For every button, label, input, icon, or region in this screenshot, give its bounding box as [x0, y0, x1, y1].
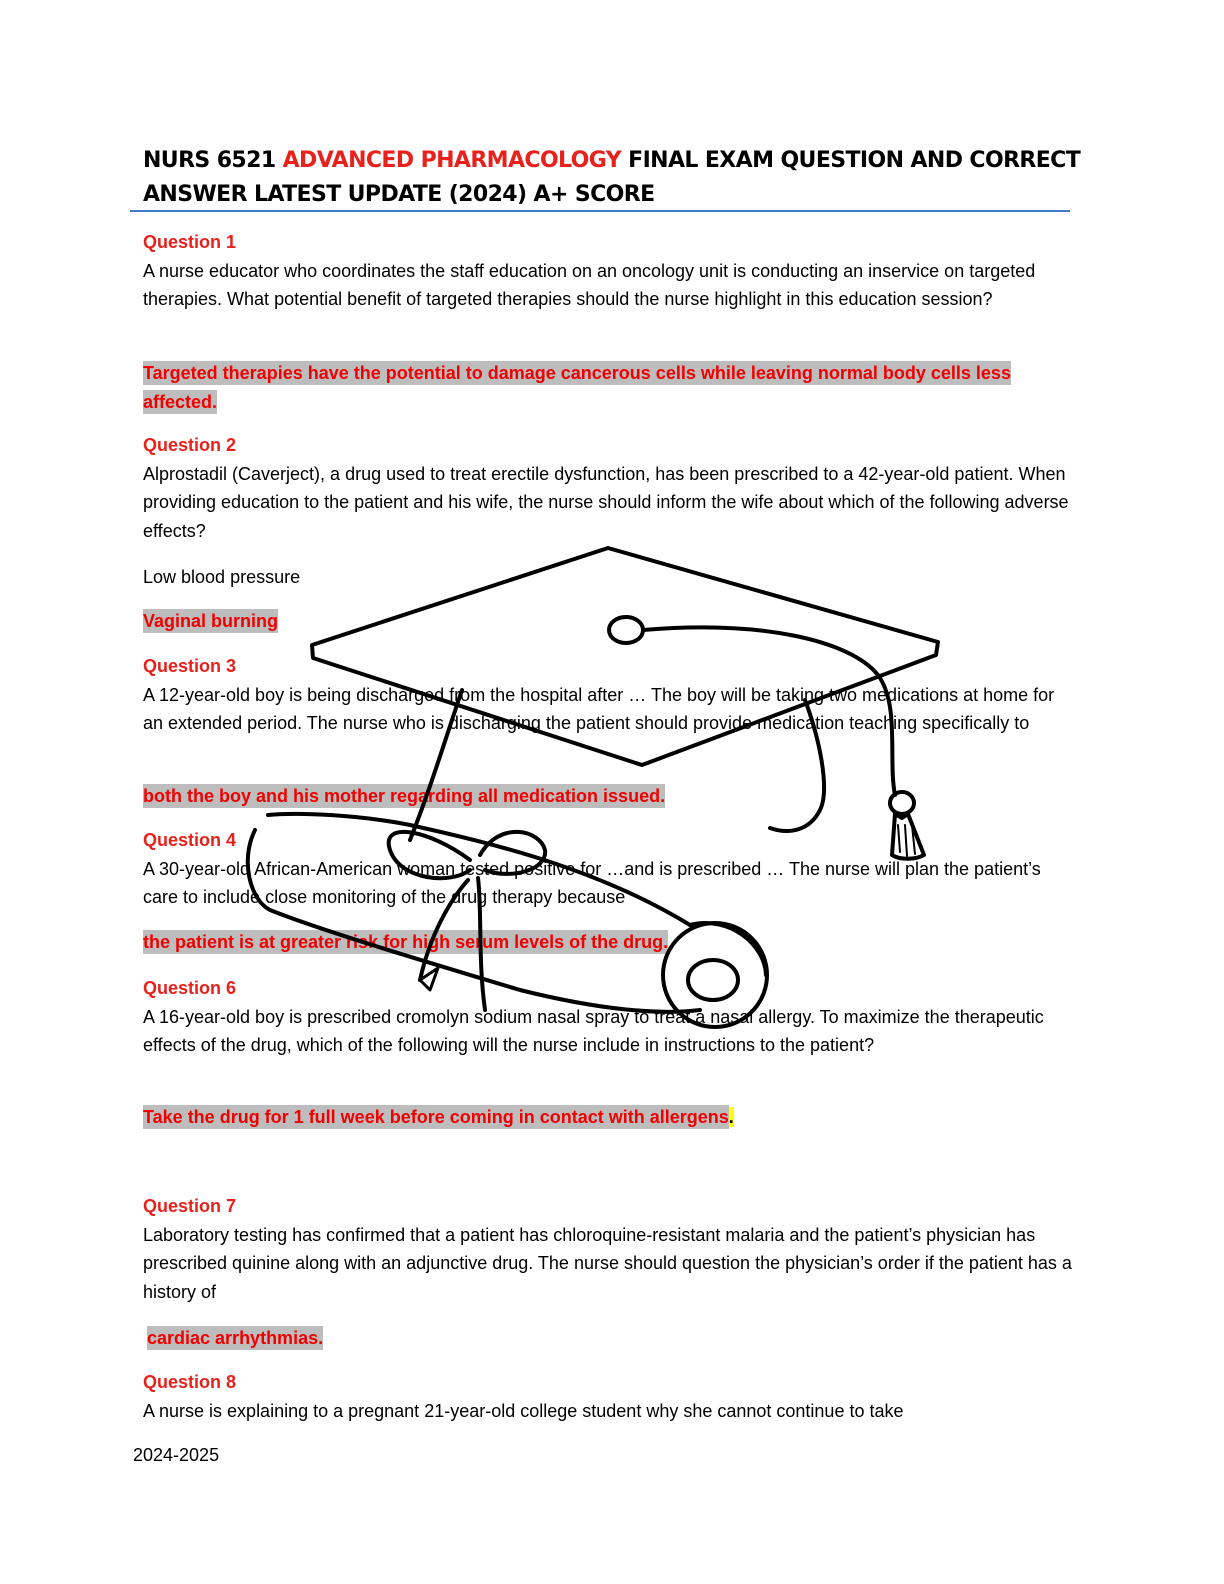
title-underline	[130, 210, 1070, 212]
question-4-label-block	[143, 826, 1073, 912]
title-prefix: NURS 6521	[143, 148, 283, 173]
answer-period-highlight: .	[728, 1107, 734, 1127]
question-1-answer-block	[143, 359, 1073, 416]
answer-text: the patient is at greater risk for high serum levels of the drug.	[143, 932, 669, 952]
answer-text: cardiac arrhythmias.	[147, 1328, 324, 1348]
question-text: A 30-year-old African-American woman tested positive for …and is prescribed … The nurse will plan the patient’s care to include close monitoring of the drug therapy because	[143, 858, 1041, 907]
question-label: Question 4	[143, 830, 237, 850]
question-text: Alprostadil (Caverject), a drug used to treat erectile dysfunction, has been prescribed to a 42-year-old patient. When providing education to the patient and his wife, the nurse should inform the wife about which of the following adverse effects?	[143, 463, 1069, 541]
question-1-label-block	[143, 228, 1073, 314]
question-label: Question 1	[143, 232, 237, 252]
answer-text: both the boy and his mother regarding all medication issued.	[143, 786, 666, 806]
answer-option: Low blood pressure	[143, 567, 301, 587]
question-6-label-block	[143, 974, 1073, 1060]
question-label: Question 7	[143, 1196, 237, 1216]
answer-text: Targeted therapies have the potential to damage cancerous cells while leaving normal body cells less affected.	[143, 363, 1011, 412]
question-7-answer-block	[147, 1324, 1077, 1353]
question-4-answer-block	[143, 928, 1073, 957]
question-label: Question 8	[143, 1372, 237, 1392]
question-text: Laboratory testing has confirmed that a patient has chloroquine-resistant malaria and the patient’s physician has prescribed quinine along with an adjunctive drug. The nurse should question the physician’s order if the patient has a history of	[143, 1224, 1072, 1302]
question-2-label-block	[143, 431, 1073, 545]
answer-text: Vaginal burning	[143, 611, 279, 631]
answer-text: Take the drug for 1 full week before coming in contact with allergens	[143, 1107, 729, 1127]
question-3-label-block	[143, 652, 1073, 738]
question-label: Question 2	[143, 435, 237, 455]
question-label: Question 6	[143, 978, 237, 998]
title-accent: ADVANCED PHARMACOLOGY	[282, 148, 622, 173]
question-text: A nurse educator who coordinates the staff education on an oncology unit is conducting an inservice on targeted therapies. What potential benefit of targeted therapies should the nurse highlight in this education session?	[143, 260, 1036, 309]
question-text: A 16-year-old boy is prescribed cromolyn sodium nasal spray to treat a nasal allergy. To maximize the therapeutic effects of the drug, which of the following will the nurse include in instructions to the patient?	[143, 1006, 1044, 1055]
question-label: Question 3	[143, 656, 237, 676]
question-2-answer-block	[143, 607, 1073, 636]
question-text: A nurse is explaining to a pregnant 21-year-old college student why she cannot continue to take	[143, 1400, 904, 1421]
question-7-label-block	[143, 1192, 1073, 1306]
title-suffix: FINAL EXAM QUESTION AND CORRECT ANSWER LATEST UPDATE (2024) A+ SCORE	[143, 148, 1081, 207]
page-footer: 2024-2025	[133, 1445, 220, 1465]
document-title	[143, 144, 1083, 212]
question-6-answer-block	[143, 1103, 1073, 1132]
question-3-answer-block	[143, 782, 1073, 811]
question-text: A 12-year-old boy is being discharged from the hospital after … The boy will be taking two medications at home for an extended period. The nurse who is discharging the patient should provide medication teaching specifically to	[143, 684, 1055, 733]
question-8-label-block	[143, 1368, 1073, 1425]
